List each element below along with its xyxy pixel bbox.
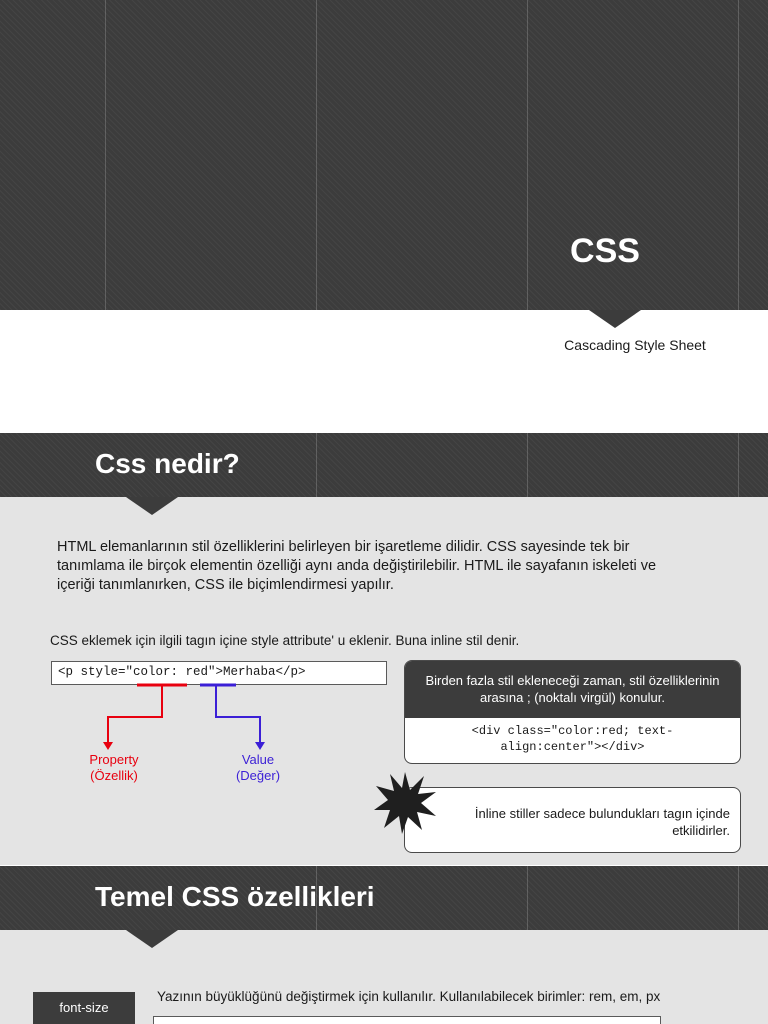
property-description: Yazının büyüklüğünü değiştirmek için kullanılır. Kullanılabilecek birimler: rem, em, px xyxy=(157,989,661,1004)
title-slide-band xyxy=(0,0,768,310)
divider-line xyxy=(527,0,528,310)
property-label: Property (Özellik) xyxy=(89,752,139,783)
callout-code: <div class="color:red; text-align:center"></div> xyxy=(471,724,674,754)
intro-paragraph: HTML elemanlarının stil özelliklerini belirleyen bir işaretleme dilidir. CSS sayesinde tek bir tanımlama ile birçok elementin özelliği aynı anda değiştirilebilir. HTML ile sayafanın iskeleti ve içeriği tanımlanırken, CSS ile biçimlendirmesi yapılır. xyxy=(57,539,657,593)
divider-line xyxy=(738,0,739,310)
divider-line xyxy=(738,433,739,497)
code-example-box xyxy=(153,1016,661,1024)
value-arrow-line xyxy=(216,685,260,748)
notch-arrow xyxy=(589,310,641,328)
semicolon-callout xyxy=(404,660,741,764)
callout-text: İnline stiller sadece bulundukları tagın içinde etkilidirler. xyxy=(474,806,730,838)
callout-header: Birden fazla stil ekleneceği zaman, stil özelliklerinin arasına ; (noktalı virgül) konulur. xyxy=(405,661,740,718)
arrow-diagram xyxy=(100,680,280,752)
value-arrowhead xyxy=(255,742,265,750)
slide-subtitle: Cascading Style Sheet xyxy=(564,337,706,353)
inline-scope-callout xyxy=(404,787,741,853)
divider-line xyxy=(527,866,528,930)
divider-line xyxy=(527,433,528,497)
notch-arrow xyxy=(126,930,178,948)
notch-arrow xyxy=(126,497,178,515)
inline-style-note: CSS eklemek için ilgili tagın içine style attribute' u eklenir. Buna inline stil denir. xyxy=(50,633,520,648)
value-label: Value (Değer) xyxy=(235,752,281,783)
divider-line xyxy=(316,433,317,497)
divider-line xyxy=(738,866,739,930)
section-heading: Temel CSS özellikleri xyxy=(95,881,375,912)
code-example: <p style="color: red">Merhaba</p> xyxy=(51,661,387,685)
property-arrowhead xyxy=(103,742,113,750)
property-arrow-line xyxy=(108,685,162,748)
title-slide-white-area xyxy=(0,310,768,433)
divider-line xyxy=(105,0,106,310)
section-heading: Css nedir? xyxy=(95,448,240,479)
slide-title: CSS xyxy=(570,232,640,270)
divider-line xyxy=(316,0,317,310)
property-tag: font-size xyxy=(33,992,135,1024)
starburst-icon xyxy=(372,770,438,836)
